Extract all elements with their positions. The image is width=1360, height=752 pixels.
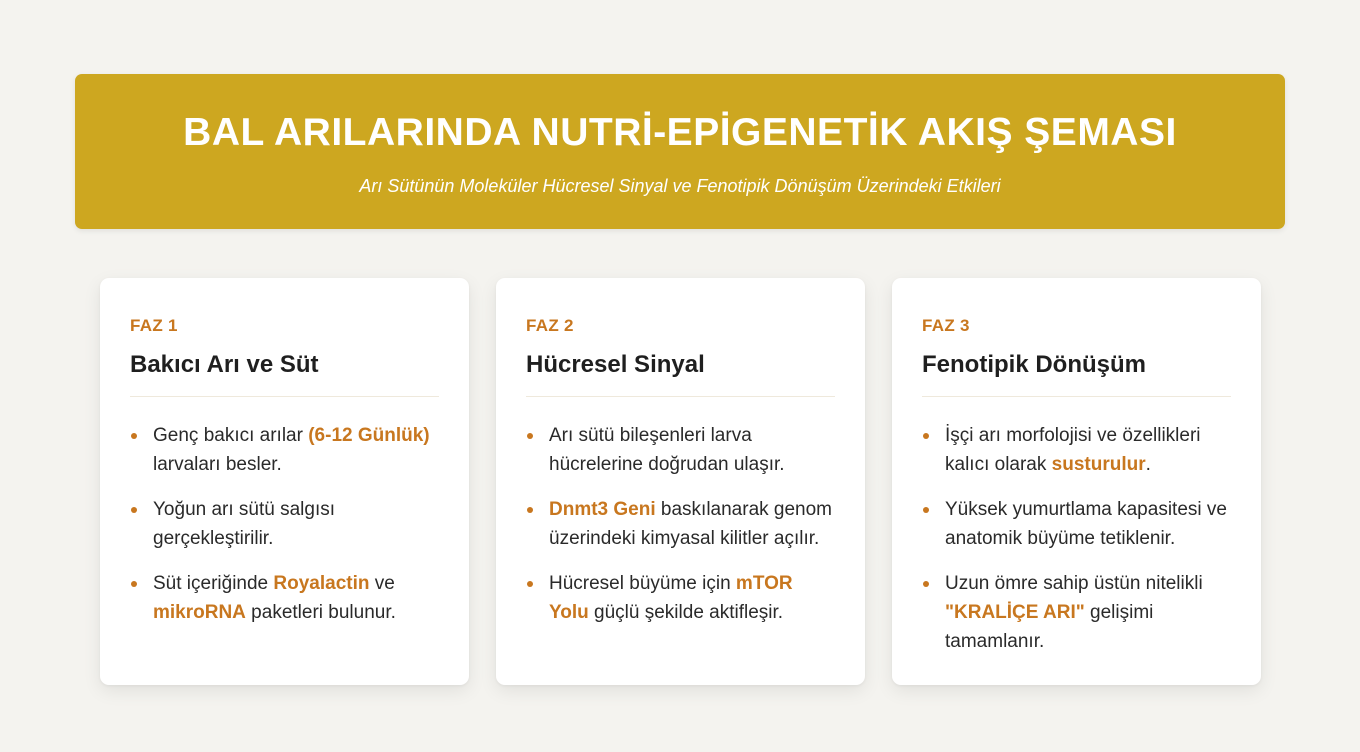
bullet-point bbox=[526, 495, 835, 553]
bullet-dot-icon bbox=[527, 433, 533, 439]
bullet-dot-icon bbox=[923, 433, 929, 439]
bullet-dot-icon bbox=[527, 507, 533, 513]
highlight-text: mTOR Yolu bbox=[549, 573, 793, 623]
bullet-point bbox=[922, 569, 1231, 656]
phase-label: FAZ 3 bbox=[922, 316, 970, 335]
phase-title: Bakıcı Arı ve Süt bbox=[130, 350, 439, 397]
bullet-text: larvaları besler. bbox=[153, 454, 282, 475]
page-subtitle: Arı Sütünün Moleküler Hücresel Sinyal ve Fenotipik Dönüşüm Üzerindeki Etkileri bbox=[359, 176, 1001, 196]
bullet-dot-icon bbox=[131, 581, 137, 587]
phase-points bbox=[130, 421, 439, 627]
bullet-point bbox=[130, 421, 439, 479]
phase-label: FAZ 2 bbox=[526, 316, 574, 335]
bullet-point bbox=[130, 569, 439, 627]
bullet-text: İşçi arı morfolojisi ve özellikleri kalıcı olarak bbox=[945, 425, 1201, 475]
bullet-text: baskılanarak genom üzerindeki kimyasal kilitler açılır. bbox=[549, 499, 833, 549]
bullet-dot-icon bbox=[131, 433, 137, 439]
bullet-point bbox=[526, 569, 835, 627]
bullet-text: gelişimi tamamlanır. bbox=[945, 602, 1154, 652]
bullet-point bbox=[922, 421, 1231, 479]
phase-card-1 bbox=[100, 278, 469, 685]
header-banner bbox=[75, 74, 1285, 229]
page-title: BAL ARILARINDA NUTRİ-EPİGENETİK AKIŞ ŞEMASI bbox=[183, 111, 1177, 154]
phase-points bbox=[526, 421, 835, 627]
highlight-text: Dnmt3 Geni bbox=[549, 499, 656, 520]
bullet-point bbox=[130, 495, 439, 553]
highlight-text: Royalactin bbox=[273, 573, 370, 594]
phase-card-2 bbox=[496, 278, 865, 685]
highlight-text: (6-12 Günlük) bbox=[308, 425, 430, 446]
bullet-text: Yoğun arı sütü salgısı gerçekleştirilir. bbox=[153, 499, 336, 549]
highlight-text: susturulur bbox=[1051, 454, 1146, 475]
phase-cards bbox=[100, 278, 1261, 685]
phase-card-3 bbox=[892, 278, 1261, 685]
phase-title: Fenotipik Dönüşüm bbox=[922, 350, 1231, 397]
highlight-text: "KRALİÇE ARI" bbox=[945, 602, 1085, 623]
bullet-dot-icon bbox=[923, 507, 929, 513]
bullet-text: Uzun ömre sahip üstün nitelikli bbox=[945, 573, 1203, 594]
bullet-dot-icon bbox=[131, 507, 137, 513]
bullet-dot-icon bbox=[527, 581, 533, 587]
bullet-dot-icon bbox=[923, 581, 929, 587]
highlight-text: mikroRNA bbox=[153, 602, 246, 623]
bullet-text: güçlü şekilde aktifleşir. bbox=[588, 602, 784, 623]
bullet-text: paketleri bulunur. bbox=[245, 602, 396, 623]
phase-title: Hücresel Sinyal bbox=[526, 350, 835, 397]
bullet-text: ve bbox=[369, 573, 395, 594]
bullet-point bbox=[526, 421, 835, 479]
phase-points bbox=[922, 421, 1231, 656]
bullet-text: . bbox=[1145, 454, 1151, 475]
bullet-text: Yüksek yumurtlama kapasitesi ve anatomik büyüme tetiklenir. bbox=[945, 499, 1227, 549]
bullet-text: Arı sütü bileşenleri larva hücrelerine doğrudan ulaşır. bbox=[549, 425, 785, 475]
bullet-point bbox=[922, 495, 1231, 553]
phase-label: FAZ 1 bbox=[130, 316, 178, 335]
bullet-text: Genç bakıcı arılar bbox=[153, 425, 309, 446]
bullet-text: Süt içeriğinde bbox=[153, 573, 274, 594]
bullet-text: Hücresel büyüme için bbox=[549, 573, 736, 594]
